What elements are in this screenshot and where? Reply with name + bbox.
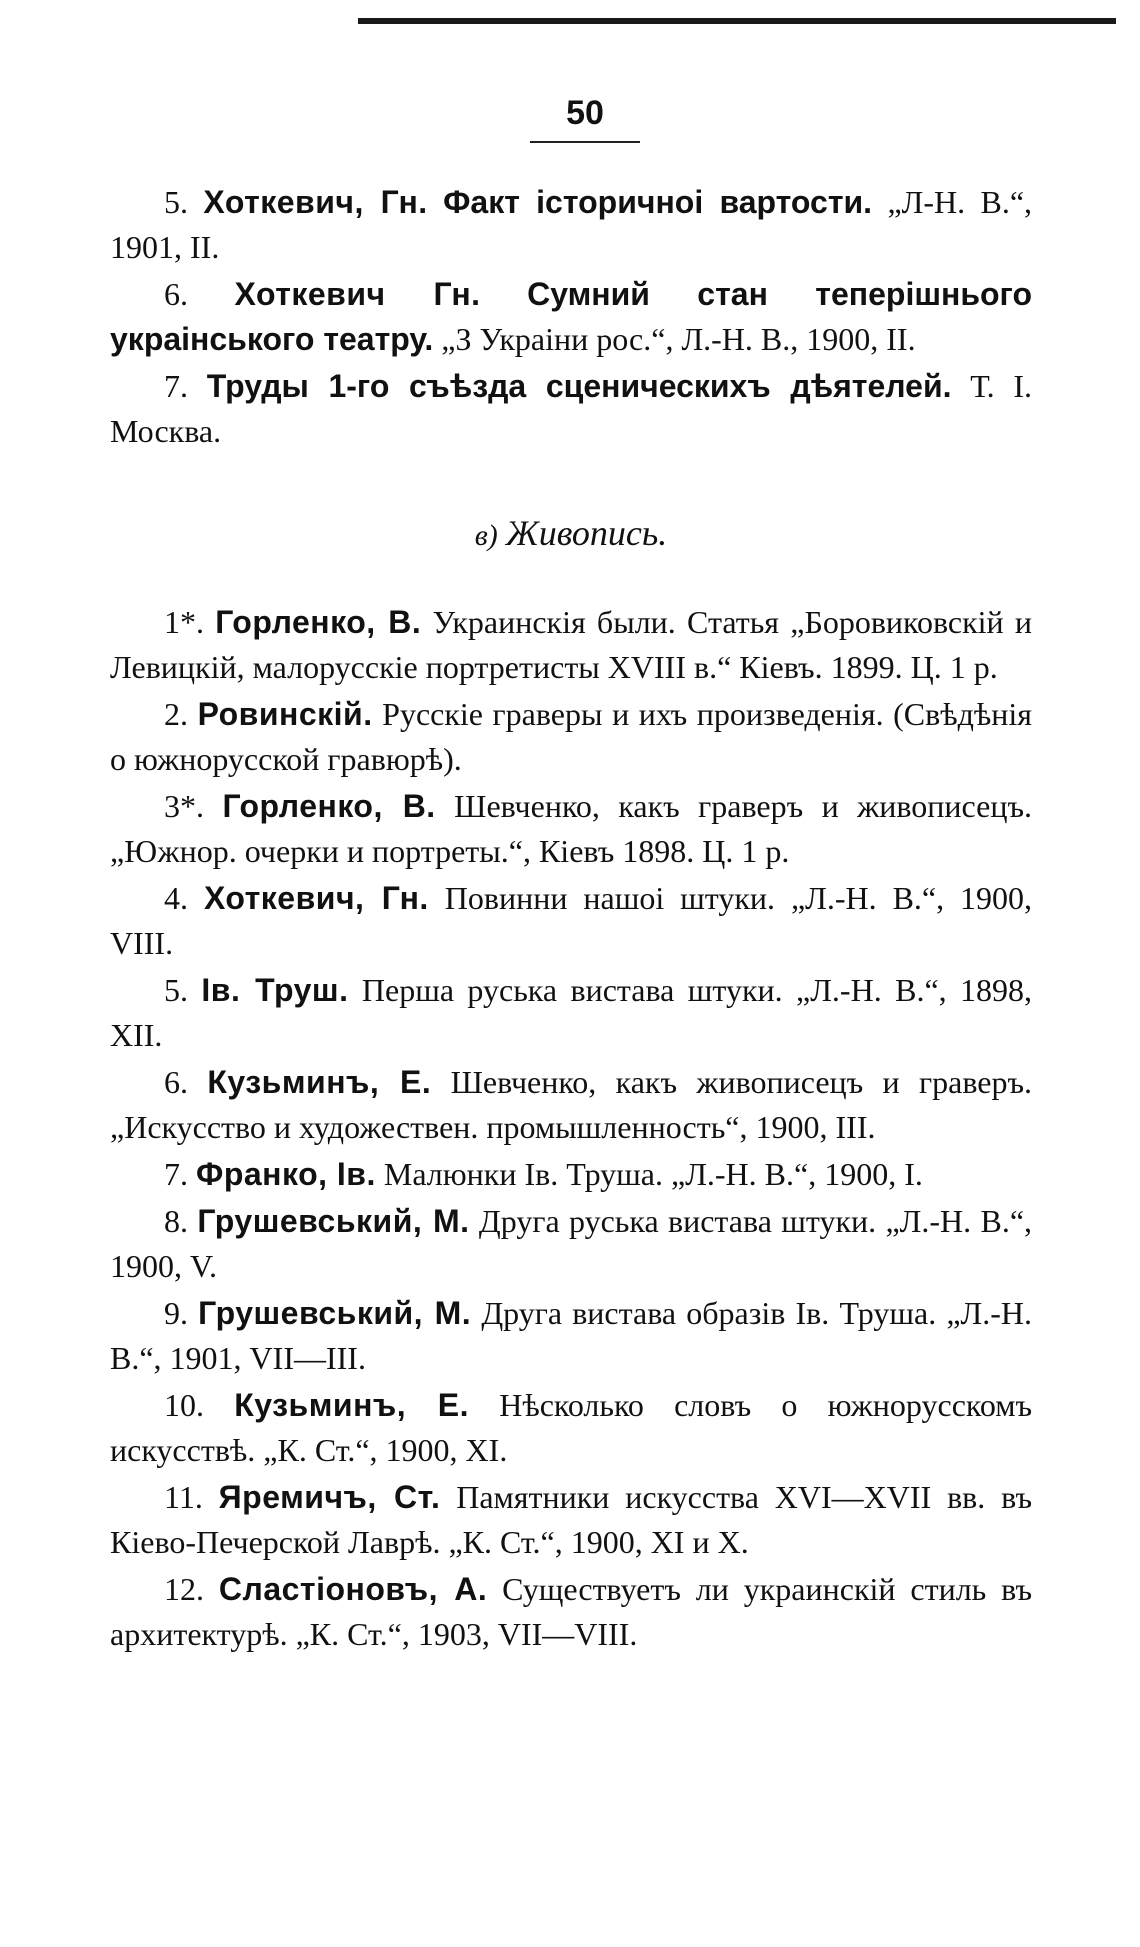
bibliography-entry	[110, 1291, 1032, 1381]
entry-source: Друга руська вистава штуки. „Л.-Н. В.“, 1900, V.	[110, 1203, 1033, 1284]
entry-author: Горленко, В.	[222, 788, 436, 824]
bibliography-entry	[110, 692, 1032, 782]
bibliography-entry	[110, 272, 1032, 362]
entry-source: Украинскія были. Статья „Боровиковскій и Левицкій, малорусскіе портретисты XVIII в.“ Кіевъ. 1899. Ц. 1 р.	[110, 604, 1033, 685]
entry-source: Малюнки Ів. Труша. „Л.-Н. В.“, 1900, I.	[383, 1156, 923, 1192]
entry-number: 12.	[164, 1571, 204, 1607]
entry-source: Существуетъ ли украинскій стиль въ архитектурѣ. „К. Ст.“, 1903, VII—VIII.	[110, 1571, 1033, 1652]
bibliography-entry	[110, 180, 1032, 270]
entry-number: 1*.	[164, 604, 204, 640]
entry-number: 9.	[164, 1295, 188, 1331]
entry-source: Памятники искусства XVI—XVII вв. въ Кіево-Печерской Лаврѣ. „К. Ст.“, 1900, XI и X.	[110, 1479, 1033, 1560]
bibliography-entry	[110, 600, 1032, 690]
entry-number: 7.	[164, 1156, 188, 1192]
entry-author: Ів. Труш.	[201, 972, 349, 1008]
entry-author: Ровинскій.	[197, 696, 373, 732]
bibliography-entry	[110, 1060, 1032, 1150]
page-number-underline	[530, 141, 640, 143]
entry-number: 5.	[164, 972, 188, 1008]
bibliography-entry	[110, 968, 1032, 1058]
entry-author: Яремичъ, Ст.	[218, 1479, 441, 1515]
entry-number: 8.	[164, 1203, 188, 1239]
top-rule	[358, 18, 1116, 24]
entry-author: Сластіоновъ, А.	[218, 1571, 488, 1607]
entry-number: 6.	[164, 276, 188, 312]
entry-number: 10.	[164, 1387, 204, 1423]
bibliography-list-theatre	[110, 180, 1032, 456]
page-number: 50	[566, 94, 604, 132]
entry-source: „З Украіни рос.“, Л.-Н. В., 1900, II.	[441, 321, 916, 357]
entry-source: Перша руська вистава штуки. „Л.-Н. В.“, 1898, XII.	[110, 972, 1033, 1053]
entry-author: Грушевський, М.	[198, 1295, 472, 1331]
bibliography-entry	[110, 784, 1032, 874]
entry-number: 4.	[164, 880, 188, 916]
bibliography-entry	[110, 1383, 1032, 1473]
entry-author: Горленко, В.	[215, 604, 422, 640]
entry-source: Шевченко, какъ граверъ и живописецъ. „Южнор. очерки и портреты.“, Кіевъ 1898. Ц. 1 р.	[110, 788, 1033, 869]
entry-number: 11.	[164, 1479, 203, 1515]
section-heading	[110, 512, 1032, 554]
section-title: Живопись.	[505, 513, 668, 553]
entry-source: Шевченко, какъ живописецъ и граверъ. „Искусство и художествен. промышленность“, 1900, III.	[110, 1064, 1033, 1145]
entry-number: 5.	[164, 184, 188, 220]
entry-author: Хоткевич Гн.	[234, 276, 481, 312]
section-letter: в)	[474, 519, 498, 552]
entry-author: Хоткевич, Гн.	[203, 880, 429, 916]
entry-author: Кузьминъ, Е.	[207, 1064, 432, 1100]
bibliography-entry	[110, 1152, 1032, 1197]
entry-author: Кузьминъ, Е.	[234, 1387, 469, 1423]
entry-author: Хоткевич, Гн.	[203, 184, 428, 220]
entry-source: Нѣсколько словъ о южнорусскомъ искусствѣ. „К. Ст.“, 1900, XI.	[110, 1387, 1033, 1468]
entry-title: Труды 1-го съѣзда сценическихъ дѣятелей.	[206, 368, 952, 404]
entry-number: 3*.	[164, 788, 204, 824]
entry-source: „Л-Н. В.“, 1901, II.	[110, 184, 1033, 265]
entry-author: Грушевський, М.	[197, 1203, 470, 1239]
entry-number: 7.	[164, 368, 188, 404]
entry-source: Повинни нашоі штуки. „Л.-Н. В.“, 1900, VIII.	[110, 880, 1033, 961]
bibliography-entry	[110, 1199, 1032, 1289]
bibliography-entry	[110, 1567, 1032, 1657]
bibliography-entry	[110, 1475, 1032, 1565]
entry-title: Сумний стан теперішнього украінського театру.	[110, 276, 1033, 357]
entry-number: 6.	[164, 1064, 188, 1100]
entry-source: Русскіе граверы и ихъ произведенія. (Свѣдѣнія о южнорусской гравюрѣ).	[110, 696, 1033, 777]
bibliography-list-painting	[110, 600, 1032, 1659]
entry-source: Друга вистава образів Ів. Труша. „Л.-Н. В.“, 1901, VII—III.	[110, 1295, 1033, 1376]
bibliography-entry	[110, 876, 1032, 966]
entry-number: 2.	[164, 696, 188, 732]
entry-title: Факт історичноі вартости.	[443, 184, 873, 220]
entry-author: Франко, Ів.	[196, 1156, 376, 1192]
entry-source: Т. I. Москва.	[110, 368, 1033, 449]
bibliography-entry	[110, 364, 1032, 454]
